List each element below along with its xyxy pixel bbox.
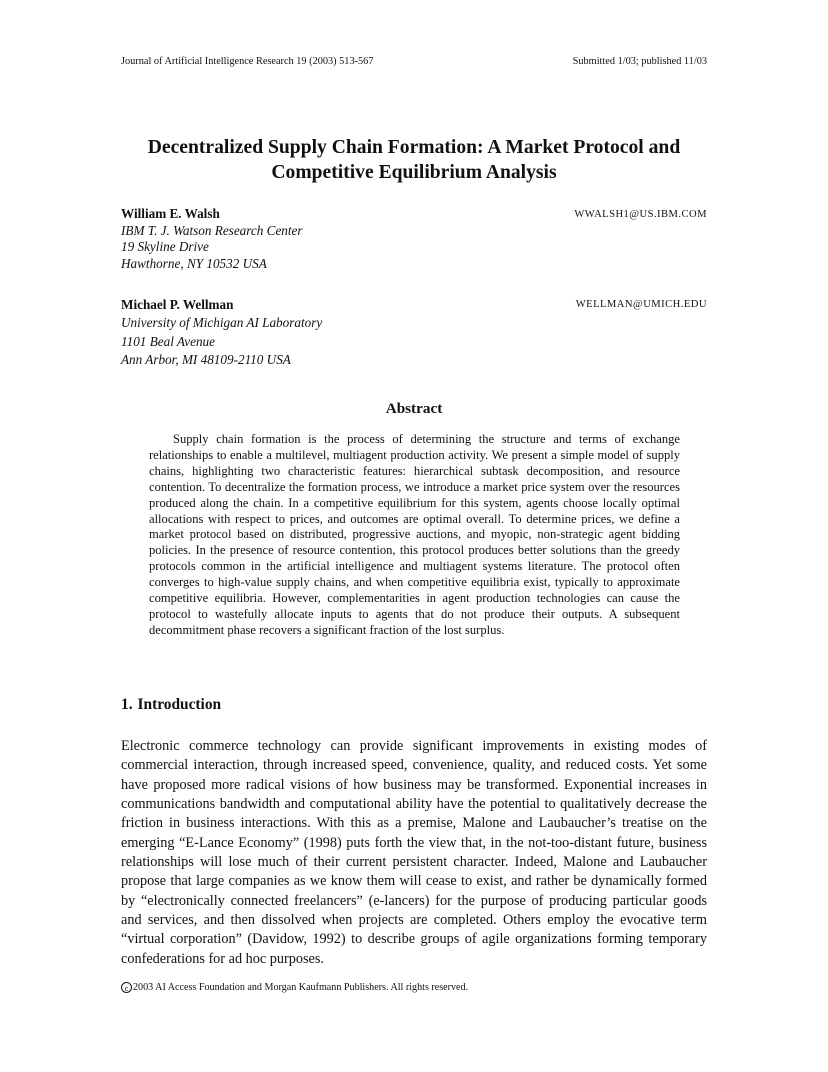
journal-citation: Journal of Artificial Intelligence Research 19 (2003) 513-567 <box>121 56 374 67</box>
author-affiliation-line: IBM T. J. Watson Research Center <box>121 222 303 238</box>
introduction-paragraph: Electronic commerce technology can provide significant improvements in existing modes of commercial interaction, through increased speed, convenience, quality, and reduced costs. Yet some have proposed more radical visions of how business may be transformed. Exponential increases in communications bandwidth and computational ability have the potential to qualitatively decrease the friction in business interactions. With this as a premise, Malone and Laubaucher’s treatise on the emerging “E-Lance Economy” (1998) puts forth the view that, in the not-too-distant future, business relationships will lose much of their current persistent character. Indeed, Malone and Laubaucher propose that large companies as we know them will cease to exist, and rather be dynamically formed by “electronically connected freelancers” (e-lancers) for the purpose of producing particular goods and services, and then dissolved when projects are completed. Others employ the evocative term “virtual corporation” (Davidow, 1992) to describe groups of agile organizations forming temporary confederations for ad hoc purposes. <box>121 738 707 967</box>
author-block-wellman <box>121 296 707 370</box>
copyright-text: 2003 AI Access Foundation and Morgan Kaufmann Publishers. All rights reserved. <box>133 982 469 993</box>
author-email: WELLMAN@UMICH.EDU <box>575 299 707 310</box>
abstract-heading: Abstract <box>385 400 443 417</box>
author-email: WWALSH1@US.IBM.COM <box>574 209 707 220</box>
paper-title <box>121 135 707 185</box>
author-block-walsh <box>121 206 707 272</box>
author-affiliation-line: University of Michigan AI Laboratory <box>121 315 323 330</box>
copyright-icon: c <box>121 982 132 993</box>
author-affiliation-line: 19 Skyline Drive <box>121 239 209 255</box>
abstract-text: Supply chain formation is the process of determining the structure and terms of exchange relationships to enable a multilevel, multiagent production activity. We present a simple model of supply chains, highlighting two characteristic features: hierarchical subtask decomposition, and resource contention. To decentralize the formation process, we introduce a market price system over the resources produced along the chain. In a competitive equilibrium for this system, agents choose locally optimal allocations with respect to prices, and outcomes are optimal overall. To determine prices, we define a market protocol based on distributed, progressive auctions, and myopic, non-strategic agent bidding policies. In the presence of resource contention, this protocol produces better solutions than the greedy protocols common in the artificial intelligence and multiagent systems literature. The protocol often converges to high-value supply chains, and when competitive equilibria exist, typically to approximate competitive equilibria. However, complementarities in agent production technologies can cause the protocol to wastefully allocate inputs to agents that do not produce their outputs. A subsequent decommitment phase recovers a significant fraction of the lost surplus. <box>149 432 680 637</box>
author-name: William E. Walsh <box>121 206 220 221</box>
submission-dates: Submitted 1/03; published 11/03 <box>572 56 707 67</box>
section-title: Introduction <box>137 696 222 713</box>
author-name: Michael P. Wellman <box>121 297 234 312</box>
author-affiliation-line: Ann Arbor, MI 48109-2110 USA <box>121 352 291 368</box>
paper-title-line-2: Competitive Equilibrium Analysis <box>271 162 557 183</box>
copyright-notice <box>121 981 468 995</box>
running-head <box>121 55 707 69</box>
author-affiliation-line: 1101 Beal Avenue <box>121 333 215 349</box>
section-number: 1. <box>121 696 133 713</box>
section-heading-introduction <box>121 695 221 714</box>
author-affiliation-line: Hawthorne, NY 10532 USA <box>121 255 267 271</box>
paper-title-line-1: Decentralized Supply Chain Formation: A Market Protocol and <box>147 137 681 158</box>
